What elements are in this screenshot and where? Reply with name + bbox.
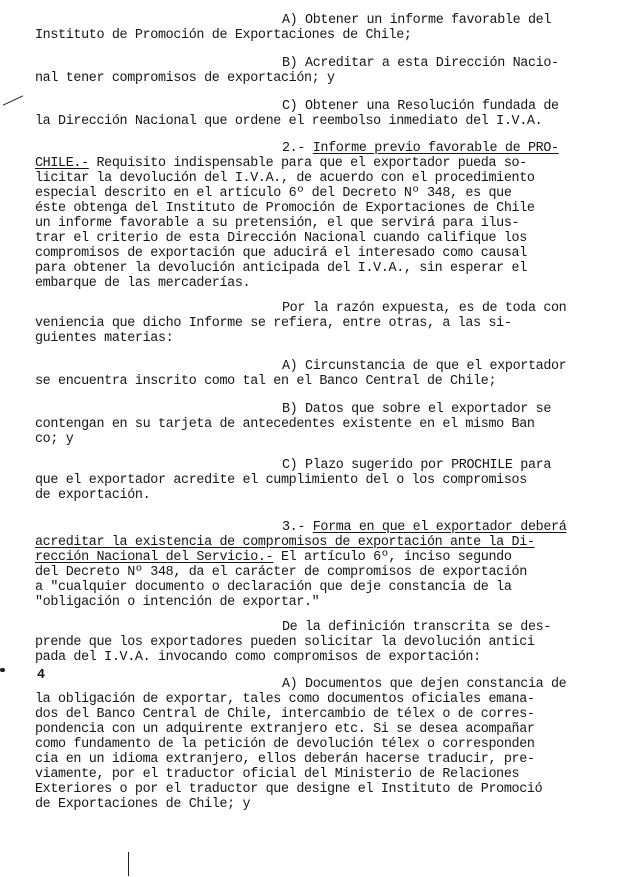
text-line: de exportación.	[35, 488, 151, 503]
text-line: co; y	[35, 432, 74, 447]
text-line: especial descrito en el artículo 6º del Decreto Nº 348, es que	[35, 186, 512, 201]
text-line: la obligación de exportar, tales como documentos oficiales emana-	[35, 692, 535, 707]
text-line: a "cualquier documento o declaración que deje constancia de la	[35, 580, 512, 595]
section-heading-continued: acreditar la existencia de compromisos de exportación ante la Di-	[35, 535, 535, 550]
text-line: "obligación o intención de exportar."	[35, 595, 320, 610]
text-line: C) Obtener una Resolución fundada de	[282, 99, 559, 114]
text-line: embarque de las mercaderías.	[35, 276, 251, 291]
text-line	[35, 156, 527, 171]
scan-edge-mark	[128, 852, 129, 876]
text-line: que el exportador acredite el cumplimiento del o los compromisos	[35, 473, 527, 488]
text-line: B) Datos que sobre el exportador se	[282, 402, 551, 417]
text-line: A) Documentos que dejen constancia de	[282, 677, 567, 692]
text-line: trar el criterio de esta Dirección Nacional cuando califique los	[35, 231, 527, 246]
text-line: Por la razón expuesta, es de toda con	[282, 301, 567, 316]
text-line: B) Acreditar a esta Dirección Nacio-	[282, 56, 559, 71]
text-line: del Decreto Nº 348, da el carácter de compromisos de exportación	[35, 565, 527, 580]
text-span: El artículo 6º, inciso segundo	[273, 550, 512, 565]
section-heading: Informe previo favorable de PRO-	[312, 141, 559, 156]
text-line: licitar la devolución del I.V.A., de acuerdo con el procedimiento	[35, 171, 535, 186]
scan-stroke-mark	[3, 95, 23, 105]
section-number: 2.-	[282, 141, 306, 156]
text-line	[35, 550, 512, 565]
text-line: éste obtenga del Instituto de Promoción de Exportaciones de Chile	[35, 201, 535, 216]
text-line: Exteriores o por el traductor que designe el Instituto de Promoció	[35, 782, 543, 797]
text-line: contengan en su tarjeta de antecedentes existente en el mismo Ban	[35, 417, 535, 432]
section-heading: Forma en que el exportador deberá	[312, 520, 567, 535]
text-line: veniencia que dicho Informe se refiera, entre otras, a las si-	[35, 316, 512, 331]
text-line: para obtener la devolución anticipada del I.V.A., sin esperar el	[35, 261, 527, 276]
text-line: pada del I.V.A. invocando como compromisos de exportación:	[35, 650, 481, 665]
text-line: Instituto de Promoción de Exportaciones de Chile;	[35, 28, 412, 43]
text-span: Requisito indispensable para que el exportador pueda so-	[88, 156, 527, 171]
section-number: 3.-	[282, 520, 306, 535]
scan-dot-mark	[0, 668, 5, 672]
text-line: se encuentra inscrito como tal en el Banco Central de Chile;	[35, 374, 497, 389]
margin-mark: 4	[37, 668, 45, 683]
text-line: pondencia con un adquirente extranjero etc. Si se desea acompañar	[35, 722, 535, 737]
text-line: prende que los exportadores pueden solicitar la devolución antici	[35, 635, 535, 650]
text-line: nal tener compromisos de exportación; y	[35, 71, 335, 86]
text-line: la Dirección Nacional que ordene el reembolso inmediato del I.V.A.	[35, 114, 543, 129]
section-heading-line	[282, 520, 566, 535]
text-line: como fundamento de la petición de devolución télex o corresponden	[35, 737, 535, 752]
text-line: De la definición transcrita se des-	[282, 620, 551, 635]
text-line: guientes materias:	[35, 331, 174, 346]
section-heading-continued: CHILE.-	[35, 156, 89, 171]
text-line: viamente, por el traductor oficial del Ministerio de Relaciones	[35, 767, 520, 782]
text-line: A) Circunstancia de que el exportador	[282, 359, 567, 374]
section-heading-line	[282, 141, 559, 156]
text-line: un informe favorable a su pretensión, el que servirá para ilus-	[35, 216, 520, 231]
text-line: cia en un idioma extranjero, ellos deberán hacerse traducir, pre-	[35, 752, 535, 767]
text-line: compromisos de exportación que aducirá el interesado como causal	[35, 246, 527, 261]
section-heading-continued: rección Nacional del Servicio.-	[35, 550, 274, 565]
text-line: dos del Banco Central de Chile, intercambio de télex o de corres-	[35, 707, 535, 722]
text-line: de Exportaciones de Chile; y	[35, 797, 251, 812]
text-line: A) Obtener un informe favorable del	[282, 13, 551, 28]
text-line: C) Plazo sugerido por PROCHILE para	[282, 458, 551, 473]
